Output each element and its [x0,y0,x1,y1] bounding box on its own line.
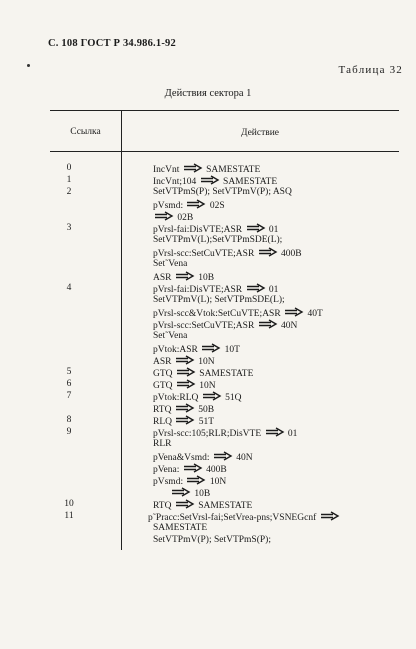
implies-arrow-icon [183,463,203,473]
action-text: pVrsl-fai:DisVTE;ASR [153,285,245,295]
implies-arrow-icon [186,475,206,485]
table-header-rule [50,151,399,152]
column-header-action: Действие [240,128,280,138]
action-text: RLR [153,439,172,449]
action-line [153,235,282,246]
margin-dot [27,64,30,67]
action-text: pVtok:RLQ [153,393,201,403]
implies-arrow-icon [320,511,340,521]
column-divider [121,110,122,550]
implies-arrow-icon [175,403,195,413]
action-text: pVrsl-scc:SetCuVTE;ASR [153,249,257,259]
implies-arrow-icon [176,367,196,377]
action-text: SetVTPmV(L);SetVTPmSDE(L); [153,235,283,245]
row-ref-number: 8 [66,415,72,425]
action-text: 01 [285,429,298,439]
action-text: SAMESTATE [203,165,261,175]
action-text: GTQ [153,369,175,379]
row-ref-number: 2 [66,187,72,197]
action-text: SAMESTATE [153,523,208,533]
action-text: 10B [195,273,215,283]
action-text: 51Q [222,393,242,403]
action-text: SetVTPmV(L); SetVTPmSDE(L); [153,295,285,305]
action-text: 10B [192,489,211,499]
row-ref-number: 0 [66,163,72,173]
action-text: pVrsl-scc&Vtok:SetCuVTE;ASR [153,309,284,319]
action-line [153,535,271,546]
action-text: SAMESTATE [220,177,278,187]
row-ref-number: 9 [66,427,72,437]
implies-arrow-icon [186,199,206,209]
row-ref-number: 4 [66,283,72,293]
table-top-rule [50,110,399,111]
action-line [153,259,187,270]
action-text: pVtok:ASR [153,345,201,355]
implies-arrow-icon [265,427,285,437]
implies-arrow-icon [246,283,266,293]
action-text: 10N [196,381,216,391]
action-text: pVena: [153,465,182,475]
action-text: 51T [196,417,215,427]
implies-arrow-icon [183,163,203,173]
implies-arrow-icon [175,355,195,365]
action-text: 400B [278,249,302,259]
action-text: 02S [207,201,225,211]
row-ref-number: 7 [66,391,72,401]
action-text: 02B [175,213,194,223]
action-text: pVsmd: [153,477,186,487]
action-text: 40T [305,309,323,319]
implies-arrow-icon [176,379,196,389]
action-line [153,427,297,440]
column-header-ref: Ссылка [70,127,101,137]
action-text: pVena&Vsmd: [153,453,212,463]
action-text: IncVnt;104 [153,177,199,187]
action-text: 40N [278,321,298,331]
action-text: Set˜Vena [153,331,188,341]
action-line [153,295,285,306]
action-line [153,523,207,534]
row-ref-number: 10 [64,499,74,509]
action-text: RTQ [153,405,174,415]
action-text: SetVTPmS(P); SetVTPmV(P); ASQ [153,187,292,197]
action-text: ASR [153,273,174,283]
implies-arrow-icon [258,319,278,329]
implies-arrow-icon [171,487,191,497]
action-text: 10T [222,345,240,355]
implies-arrow-icon [246,223,266,233]
action-text: p˜Pracc:SetVrsl-fai;SetVrea-pns;VSNEGcnf [148,513,319,523]
action-line [153,331,187,342]
action-line [153,439,171,450]
row-ref-number: 6 [66,379,72,389]
row-ref-number: 11 [64,511,74,521]
implies-arrow-icon [175,271,195,281]
implies-arrow-icon [175,415,195,425]
action-text: 10N [207,477,227,487]
action-text: SAMESTATE [195,501,253,511]
implies-arrow-icon [258,247,278,257]
action-text: 01 [266,225,279,235]
implies-arrow-icon [202,391,222,401]
action-text: pVrsl-scc:105;RLR;DisVTE [153,429,264,439]
implies-arrow-icon [200,175,220,185]
action-line [153,187,292,198]
implies-arrow-icon [154,211,174,221]
action-text: 40N [233,453,253,463]
table-number: Таблица 32 [338,64,403,76]
action-text: pVsmd: [153,201,186,211]
action-text: RTQ [153,501,174,511]
implies-arrow-icon [175,499,195,509]
row-ref-number: 3 [66,223,72,233]
action-text: SAMESTATE [196,369,254,379]
page-header: С. 108 ГОСТ Р 34.986.1-92 [48,38,176,49]
row-ref-number: 5 [66,367,72,377]
row-ref-number: 1 [66,175,72,185]
action-text: pVrsl-scc:SetCuVTE;ASR [153,321,257,331]
action-text: GTQ [153,381,175,391]
table-caption: Действия сектора 1 [164,88,252,99]
implies-arrow-icon [284,307,304,317]
action-text: RLQ [153,417,175,427]
action-text: SetVTPmV(P); SetVTPmS(P); [153,535,271,545]
action-text: ASR [153,357,174,367]
action-text: IncVnt [153,165,182,175]
action-text: 400B [203,465,227,475]
action-text: 01 [266,285,279,295]
action-text: pVrsl-fai:DisVTE;ASR [153,225,245,235]
action-text: 10N [195,357,215,367]
action-text: 50B [195,405,215,415]
action-text: Set˜Vena [153,259,188,269]
implies-arrow-icon [213,451,233,461]
implies-arrow-icon [201,343,221,353]
